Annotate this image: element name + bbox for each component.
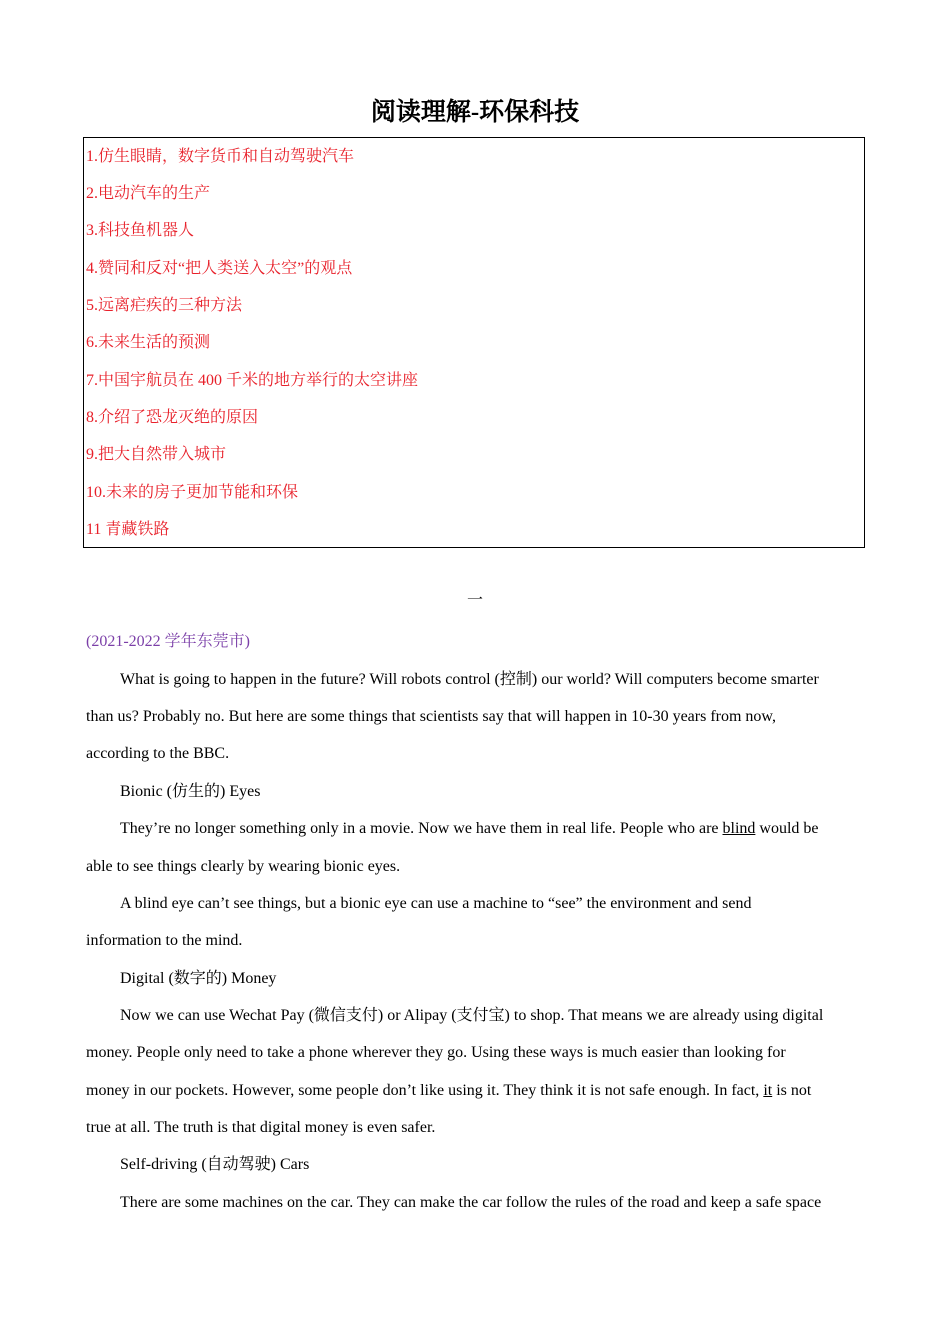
paragraph-line: information to the mind. [86,932,243,949]
paragraph-line: They’re no longer something only in a movie. Now we have them in real life. People who are blind would be [120,820,819,837]
toc-item: 2.电动汽车的生产 [86,185,211,202]
toc-item: 1.仿生眼睛，数字货币和自动驾驶汽车 [86,148,355,165]
paragraph-line: than us? Probably no. But here are some things that scientists say that will happen in 10-30 years from now, [86,708,776,725]
paragraph-line: true at all. The truth is that digital money is even safer. [86,1119,436,1136]
page-title: 阅读理解-环保科技 [370,99,580,126]
toc-item: 9.把大自然带入城市 [86,446,227,463]
toc-item: 3.科技鱼机器人 [86,222,195,239]
paragraph-line: What is going to happen in the future? Will robots control (控制) our world? Will computers become smarter [120,671,819,688]
toc-item: 5.远离疟疾的三种方法 [86,297,243,314]
table-of-contents [83,137,865,548]
paragraph-line: There are some machines on the car. They can make the car follow the rules of the road and keep a safe space [120,1194,822,1211]
paragraph-line: Now we can use Wechat Pay (微信支付) or Alipay (支付宝) to shop. That means we are already using digital [120,1007,824,1024]
paragraph-line: A blind eye can’t see things, but a bionic eye can use a machine to “see” the environment and send [120,895,752,912]
paragraph-line: according to the BBC. [86,745,230,762]
toc-item: 6.未来生活的预测 [86,334,211,351]
underlined-word: blind [722,820,756,837]
source-label: (2021-2022 学年东莞市) [86,633,250,650]
subheading-bionic-eyes: Bionic (仿生的) Eyes [120,783,261,800]
toc-item: 10.未来的房子更加节能和环保 [86,484,299,501]
paragraph-line: money in our pockets. However, some people don’t like using it. They think it is not safe enough. In fact, it is not [86,1082,812,1099]
subheading-self-driving-cars: Self-driving (自动驾驶) Cars [120,1156,310,1173]
underlined-word: it [763,1082,773,1099]
section-number: 一 [466,592,483,609]
paragraph-line: able to see things clearly by wearing bionic eyes. [86,858,401,875]
paragraph-line: money. People only need to take a phone wherever they go. Using these ways is much easier than looking for [86,1044,786,1061]
toc-item: 4.赞同和反对“把人类送入太空”的观点 [86,260,353,277]
toc-item: 11 青藏铁路 [86,521,170,538]
subheading-digital-money: Digital (数字的) Money [120,970,277,987]
toc-item: 7.中国宇航员在 400 千米的地方举行的太空讲座 [86,372,419,389]
toc-item: 8.介绍了恐龙灭绝的原因 [86,409,259,426]
